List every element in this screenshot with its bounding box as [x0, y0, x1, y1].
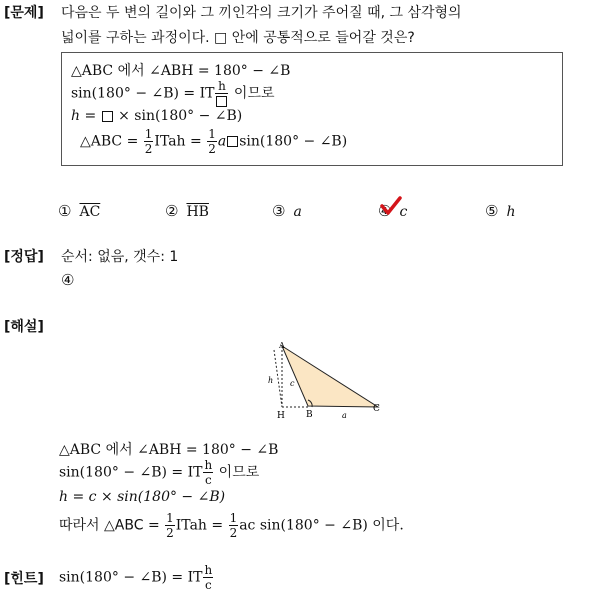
- label-h: H: [277, 411, 285, 421]
- hint-formula: sin(180° − ∠B) = IT $\frac{h}{c}$: [59, 563, 213, 592]
- box-row-3: h = × sin(180° − ∠B): [71, 108, 243, 124]
- label-a: A: [279, 341, 285, 350]
- side-dash: [274, 350, 282, 407]
- box-row-4: △ABC = $\frac{1}{2}$ ITah = $\frac{1}{2}$ a sin(180° − ∠B): [80, 127, 348, 156]
- triangle-abc: [282, 346, 378, 407]
- label-c-side: c: [290, 379, 295, 388]
- blank-box: [102, 111, 113, 122]
- hint-tag: [힌트]: [4, 571, 44, 587]
- choice-4[interactable]: ④ c: [378, 202, 408, 220]
- label-a-side: a: [342, 411, 347, 420]
- choice-1[interactable]: ① $\overline{AC}$: [58, 202, 101, 220]
- answer-value: ④: [61, 271, 75, 289]
- explanation-row-4: 따라서 △ABC = $\frac{1}{2}$ ITah = $\frac{1}{2}$ ac sin(180° − ∠B) 이다.: [59, 511, 404, 540]
- explanation-tag: [해설]: [4, 319, 44, 335]
- explanation-row-1: △ABC 에서 ∠ABH = 180° − ∠B: [59, 442, 279, 458]
- explanation-row-3: h = c × sin(180° − ∠B): [59, 489, 226, 505]
- answer-tag: [정답]: [4, 249, 44, 265]
- box-row-1: △ABC 에서 ∠ABH = 180° − ∠B: [71, 63, 291, 79]
- label-b: B: [306, 410, 313, 420]
- checkmark-icon: [380, 196, 402, 216]
- label-c: C: [373, 404, 380, 414]
- answer-meta: 순서: 없음, 갯수: 1: [61, 249, 179, 265]
- choice-3[interactable]: ③ a: [272, 202, 302, 220]
- blank-box: [216, 96, 227, 107]
- box-row-2: sin(180° − ∠B) = IT h 이므로: [71, 80, 275, 107]
- choice-5[interactable]: ⑤ h: [485, 202, 516, 220]
- explanation-row-2: sin(180° − ∠B) = IT $\frac{h}{c}$ 이므로: [59, 458, 260, 487]
- choice-2[interactable]: ② $\overline{HB}$: [165, 202, 209, 220]
- label-h-side: h: [268, 376, 274, 385]
- problem-line-1: 다음은 두 변의 길이와 그 끼인각의 크기가 주어질 때, 그 삼각형의: [61, 5, 462, 21]
- problem-line-2: 넓이를 구하는 과정이다. □ 안에 공통적으로 들어갈 것은?: [61, 30, 415, 46]
- problem-tag: [문제]: [4, 5, 44, 21]
- triangle-diagram: [260, 338, 390, 424]
- blank-box: [227, 136, 238, 147]
